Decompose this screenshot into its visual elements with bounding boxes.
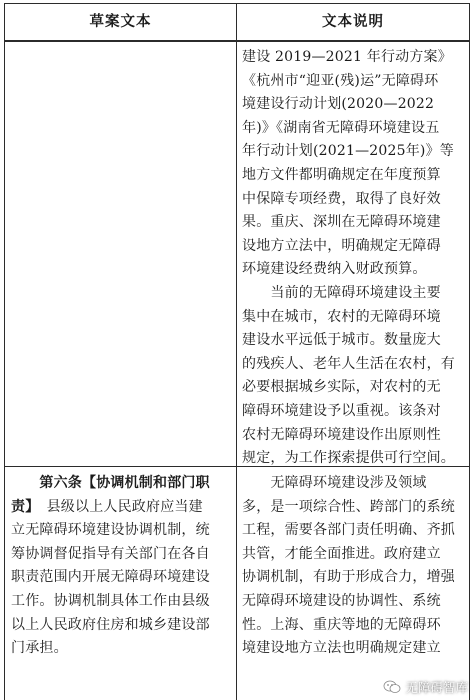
text-line: 的残疾人、老年人生活在农村，有 bbox=[242, 355, 455, 372]
text-line: 境建设地方立法也明确规定建立 bbox=[242, 640, 441, 657]
text-line: 立无障碍环境建设协调机制，统 bbox=[11, 522, 210, 539]
header-right: 文本说明 bbox=[322, 13, 384, 30]
text-line: 无障碍环境建设的协调性、系统 bbox=[242, 592, 441, 609]
column-divider bbox=[236, 3, 237, 700]
text-line: 年行动计划(2021—2025年)》等 bbox=[242, 143, 454, 160]
article-6-text bbox=[11, 472, 233, 661]
wechat-icon bbox=[383, 680, 401, 694]
text-line: 环境建设经费纳入财政预算。 bbox=[242, 261, 427, 278]
header-divider bbox=[4, 40, 470, 42]
text-line: 筹协调督促指导有关部门在各自 bbox=[11, 545, 210, 562]
text-line: 规定，为工作探索提供可行空间。 bbox=[242, 450, 455, 467]
article-6-title: 第六条【协调机制和部门职 bbox=[39, 475, 210, 491]
text-line: 障碍环境建设予以重视。该条对 bbox=[242, 402, 441, 419]
text-line: 境建设行动计划(2020—2022 bbox=[242, 96, 435, 113]
text-line: 共管，才能全面推进。政府建立 bbox=[242, 545, 441, 562]
table-border-right bbox=[469, 3, 470, 700]
text-line: 门承担。 bbox=[11, 640, 68, 657]
watermark-text: 无障碍智库 bbox=[405, 680, 468, 695]
text-line: 性。上海、重庆等地的无障碍环 bbox=[242, 616, 441, 633]
text-line: 年)》《湖南省无障碍环境建设五 bbox=[242, 119, 440, 136]
text-line: 无障碍环境建设涉及领域 bbox=[242, 475, 427, 491]
text-line: 果。重庆、深圳在无障碍环境建 bbox=[242, 214, 441, 231]
row2-explanation bbox=[242, 472, 468, 661]
text-line: 农村无障碍环境建设作出原则性 bbox=[242, 426, 441, 443]
text-line: 职责范围内开展无障碍环境建设 bbox=[11, 569, 210, 586]
text-line: 《杭州市“迎亚(残)运”无障碍环 bbox=[242, 72, 439, 89]
text-line: 设地方立法中，明确规定无障碍 bbox=[242, 237, 441, 254]
text-line: 协调机制，有助于形成合力，增强 bbox=[242, 569, 455, 586]
text-line: 中保障专项经费，取得了良好效 bbox=[242, 190, 441, 207]
text-line: 以上人民政府住房和城乡建设部 bbox=[11, 616, 210, 633]
text-line: 集中在城市，农村的无障碍环境 bbox=[242, 308, 441, 325]
row1-explanation bbox=[242, 46, 468, 471]
table-border-left bbox=[4, 3, 5, 700]
text-line: 必要根据城乡实际，对农村的无 bbox=[242, 379, 441, 396]
text-line: 建设水平远低于城市。数量庞大 bbox=[242, 332, 441, 349]
article-6-first-line: 县级以上人民政府应当建 bbox=[46, 498, 203, 515]
text-line: 当前的无障碍环境建设主要 bbox=[242, 284, 441, 301]
text-line: 多，是一项综合性、跨部门的系统 bbox=[242, 498, 455, 515]
text-line: 建设 2019—2021 年行动方案》 bbox=[242, 49, 452, 65]
watermark bbox=[383, 678, 468, 696]
text-line: 工作。协调机制具体工作由县级 bbox=[11, 592, 210, 609]
text-line: 工程，需要各部门责任明确、齐抓 bbox=[242, 522, 455, 539]
header-left: 草案文本 bbox=[89, 13, 152, 30]
text-line: 地方文件都明确规定在年度预算 bbox=[242, 166, 441, 183]
article-6-title-end: 责】 bbox=[11, 498, 33, 515]
